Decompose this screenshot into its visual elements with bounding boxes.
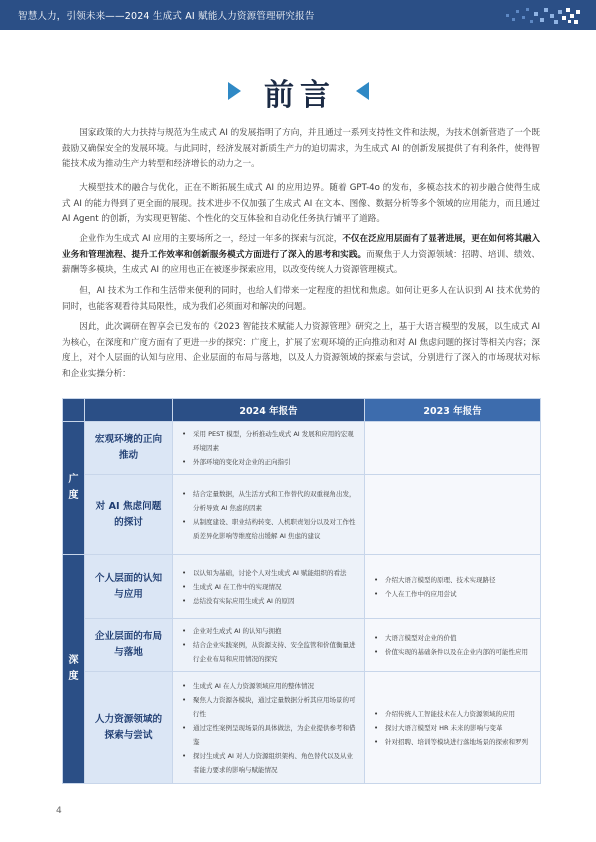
paragraph-3-emphasis: 不仅在泛应用层面有了显著进展，更在如何将其融入业务和管理流程、提升工作效率和创新服务模式方面进行了深入的思考和实践。 (62, 234, 540, 260)
list-item: • 聚焦人力资源各模块，通过定量数据分析其应用场景的可行性 (181, 693, 358, 721)
list-item: • 结合企业实践案例，从资源支持、安全监管和价值衡量进行企业布局和应用情况的探究 (181, 638, 358, 666)
cell-2023 (365, 475, 541, 555)
table-row (63, 475, 541, 555)
table-row (63, 619, 541, 672)
table-header-blank (85, 399, 173, 422)
category-cell (85, 422, 173, 475)
list-item: • 企业对生成式 AI 的认知与拥抱 (181, 624, 358, 638)
list-item: • 结合定量数据，从生活方式和工作替代的双重视角出发，分析导致 AI 焦虑的因素 (181, 487, 358, 515)
category-line: 对 AI 焦虑问题 (95, 500, 162, 512)
dimension-char: 度 (68, 490, 79, 501)
category-line: 与应用 (114, 588, 143, 600)
cell-2024 (173, 422, 365, 475)
list-item: • 大语言模型对企业的价值 (373, 631, 534, 645)
page-number: 4 (56, 806, 62, 816)
table-header-blank (63, 399, 85, 422)
paragraph-2: 大模型技术的融合与优化，正在不断拓展生成式 AI 的应用边界。随着 GPT-4o 的发布，多模态技术的初步融合使得生成式 AI 的能力得到了更全面的展现。技术进步不仅加强了生成式 AI 在文本、图像、数据分析等多个领域的应用能力，而且通过 AI Agent 的创新，为实现更智能、个性化的交互体验和自动化任务执行铺平了道路。 (62, 183, 540, 224)
list-item: • 生成式 AI 在工作中的实现情况 (181, 580, 358, 594)
list-item: • 外部环境的变化对企业的正向指引 (181, 455, 358, 469)
category-line: 推动 (118, 450, 139, 461)
pixel-pattern-decoration (504, 6, 582, 26)
paragraph-3 (62, 232, 540, 279)
category-line: 企业层面的布局 (94, 631, 163, 642)
list-item: • 以认知为基础，讨论个人对生成式 AI 赋能组织的看法 (181, 566, 358, 580)
comparison-table (62, 398, 541, 784)
header-title: 智慧人力，引领未来——2024 生成式 AI 赋能人力资源管理研究报告 (18, 11, 315, 22)
list-item: • 总结没有实际应用生成式 AI 的原因 (181, 594, 358, 608)
category-line: 的探讨 (114, 516, 143, 528)
category-line: 个人层面的认知 (94, 572, 163, 584)
arrow-left-icon (356, 82, 369, 100)
table-header-2023: 2023 年报告 (365, 399, 541, 422)
cell-2023 (365, 422, 541, 475)
cell-2024 (173, 555, 365, 619)
list-item: • 个人在工作中的应用尝试 (373, 587, 534, 601)
paragraph-3-outro: 而聚焦于人力资源领域：招聘、培训、绩效、薪酬等多模块，生成式 AI 的应用也正在被逐步探索应用，以改变传统人力资源管理模式。 (62, 249, 540, 275)
paragraph-5: 因此，此次调研在智享会已发布的《2023 智能技术赋能人力资源管理》研究之上，基于大语言模型的发展，以生成式 AI 为核心，在深度和广度方面有了更进一步的探究：广度上，扩展了宏观环境的正向推动和对 AI 焦虑问题的探讨等相关内容；深度上，对个人层面的认知与应用、企业层面的布局与落地，以及人力资源领域的探索与尝试，分别进行了深入的市场现状对标和企业实操分析： (62, 322, 540, 379)
category-cell (85, 672, 173, 784)
category-cell (85, 555, 173, 619)
paragraph-1: 国家政策的大力扶持与规范为生成式 AI 的发展指明了方向，并且通过一系列支持性文件和法规，为技术创新营造了一个既鼓励又确保安全的发展环境。与此同时，经济发展对新质生产力的迫切需求，为生成式 AI 的创新发展提供了有利条件，使得智能技术成为推动生产力转型和经济增长的动力之一。 (62, 128, 540, 169)
page-title: 前言 (264, 78, 336, 113)
list-item: • 通过定性案例呈现场景的具体做法，为企业提供参考和借鉴 (181, 721, 358, 749)
table-row (63, 422, 541, 475)
category-line: 人力资源领域的 (94, 713, 163, 725)
table-row (63, 672, 541, 784)
category-line: 与落地 (114, 647, 143, 658)
cell-2023 (365, 672, 541, 784)
category-cell (85, 619, 173, 672)
dimension-char: 广 (68, 474, 79, 485)
list-item: • 生成式 AI 在人力资源领域应用的整体情况 (181, 679, 358, 693)
table-header-2024: 2024 年报告 (173, 399, 365, 422)
dimension-depth (63, 555, 85, 784)
category-line: 探索与尝试 (104, 729, 153, 741)
title-block (0, 70, 596, 113)
dimension-char: 深 (68, 655, 79, 666)
dimension-char: 度 (68, 671, 79, 682)
dimension-breadth (63, 422, 85, 555)
category-cell (85, 475, 173, 555)
list-item: • 从制度建设、职业结构转变、人机职责划分以及对工作性质差异化影响等维度给出缓解 AI 焦虑的建议 (181, 515, 358, 543)
cell-2024 (173, 672, 365, 784)
arrow-right-icon (228, 82, 241, 100)
cell-2023 (365, 555, 541, 619)
table-row (63, 555, 541, 619)
list-item: • 介绍传统人工智能技术在人力资源领域的应用 (373, 707, 534, 721)
header-bar (0, 0, 596, 30)
cell-2024 (173, 475, 365, 555)
list-item: • 介绍大语言模型的原理、技术实现路径 (373, 573, 534, 587)
list-item: • 探讨生成式 AI 对人力资源组织架构、角色替代以及从业者能力要求的影响与赋能情况 (181, 749, 358, 777)
paragraph-3-intro: 企业作为生成式 AI 应用的主要场所之一，经过一年多的探索与沉淀， (79, 234, 343, 244)
paragraph-4: 但，AI 技术为工作和生活带来便利的同时，也给人们带来一定程度的担忧和焦虑。如何让更多人在认识到 AI 技术优势的同时，也能客观看待其局限性，成为我们必须面对和解决的问题。 (62, 286, 540, 312)
list-item: • 针对招聘、培训等模块进行落地场景的探索和罗列 (373, 735, 534, 749)
category-line: 宏观环境的正向 (94, 434, 163, 445)
table-header-row (63, 399, 541, 422)
list-item: • 采用 PEST 模型，分析推动生成式 AI 发展和应用的宏观环境因素 (181, 427, 358, 455)
cell-2024 (173, 619, 365, 672)
list-item: • 探讨大语言模型对 HR 未来的影响与变革 (373, 721, 534, 735)
list-item: • 价值实现的基础条件以及在企业内部的可能性应用 (373, 645, 534, 659)
cell-2023 (365, 619, 541, 672)
